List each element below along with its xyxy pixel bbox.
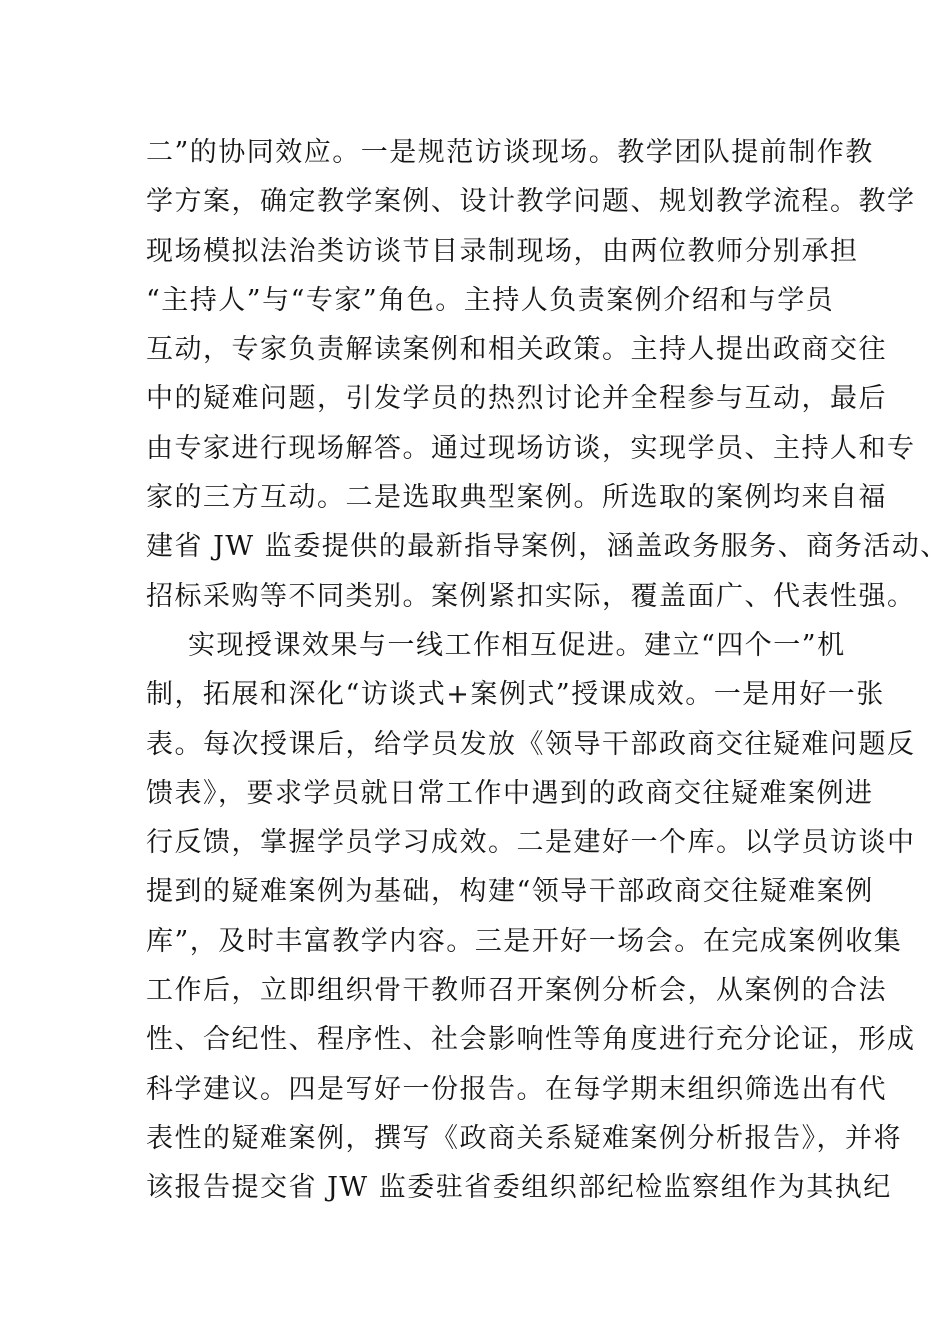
text-line: 馈表》，要求学员就日常工作中遇到的政商交往疑难案例进 (146, 777, 874, 809)
text-line: 表。每次授课后，给学员发放《领导干部政商交往疑难问题反 (146, 728, 916, 760)
paragraph-first-line: 实现授课效果与一线工作相互促进。建立“四个一”机 (188, 629, 846, 661)
text-line: 制，拓展和深化“访谈式+案例式”授课成效。一是用好一张 (146, 679, 885, 711)
text-line: 该报告提交省 JW 监委驻省委组织部纪检监察组作为其执纪 (146, 1172, 892, 1204)
text-line: 现场模拟法治类访谈节目录制现场，由两位教师分别承担 (146, 235, 859, 267)
text-line: 中的疑难问题，引发学员的热烈讨论并全程参与互动，最后 (146, 383, 887, 415)
text-line: 建省 JW 监委提供的最新指导案例，涵盖政务服务、商务活动、 (146, 531, 949, 563)
text-line: 互动，专家负责解读案例和相关政策。主持人提出政商交往 (146, 334, 887, 366)
text-line: 招标采购等不同类别。案例紧扣实际，覆盖面广、代表性强。 (146, 580, 916, 612)
body-text (146, 128, 949, 1213)
text-line: 家的三方互动。二是选取典型案例。所选取的案例均来自福 (146, 482, 887, 514)
text-line: “主持人”与“专家”角色。主持人负责案例介绍和与学员 (146, 284, 835, 316)
text-line: 表性的疑难案例，撰写《政商关系疑难案例分析报告》，并将 (146, 1122, 902, 1154)
text-line: 提到的疑难案例为基础，构建“领导干部政商交往疑难案例 (146, 876, 874, 908)
text-line: 工作后，立即组织骨干教师召开案例分析会，从案例的合法 (146, 975, 887, 1007)
text-line: 学方案，确定教学案例、设计教学问题、规划教学流程。教学 (146, 186, 916, 218)
text-line: 性、合纪性、程序性、社会影响性等角度进行充分论证，形成 (146, 1024, 916, 1056)
text-line: 库”，及时丰富教学内容。三是开好一场会。在完成案例收集 (146, 925, 903, 957)
text-line: 科学建议。四是写好一份报告。在每学期末组织筛选出有代 (146, 1073, 887, 1105)
text-line: 行反馈，掌握学员学习成效。二是建好一个库。以学员访谈中 (146, 827, 916, 859)
text-line: 由专家进行现场解答。通过现场访谈，实现学员、主持人和专 (146, 432, 916, 464)
text-line: 二”的协同效应。一是规范访谈现场。教学团队提前制作教 (146, 137, 874, 168)
